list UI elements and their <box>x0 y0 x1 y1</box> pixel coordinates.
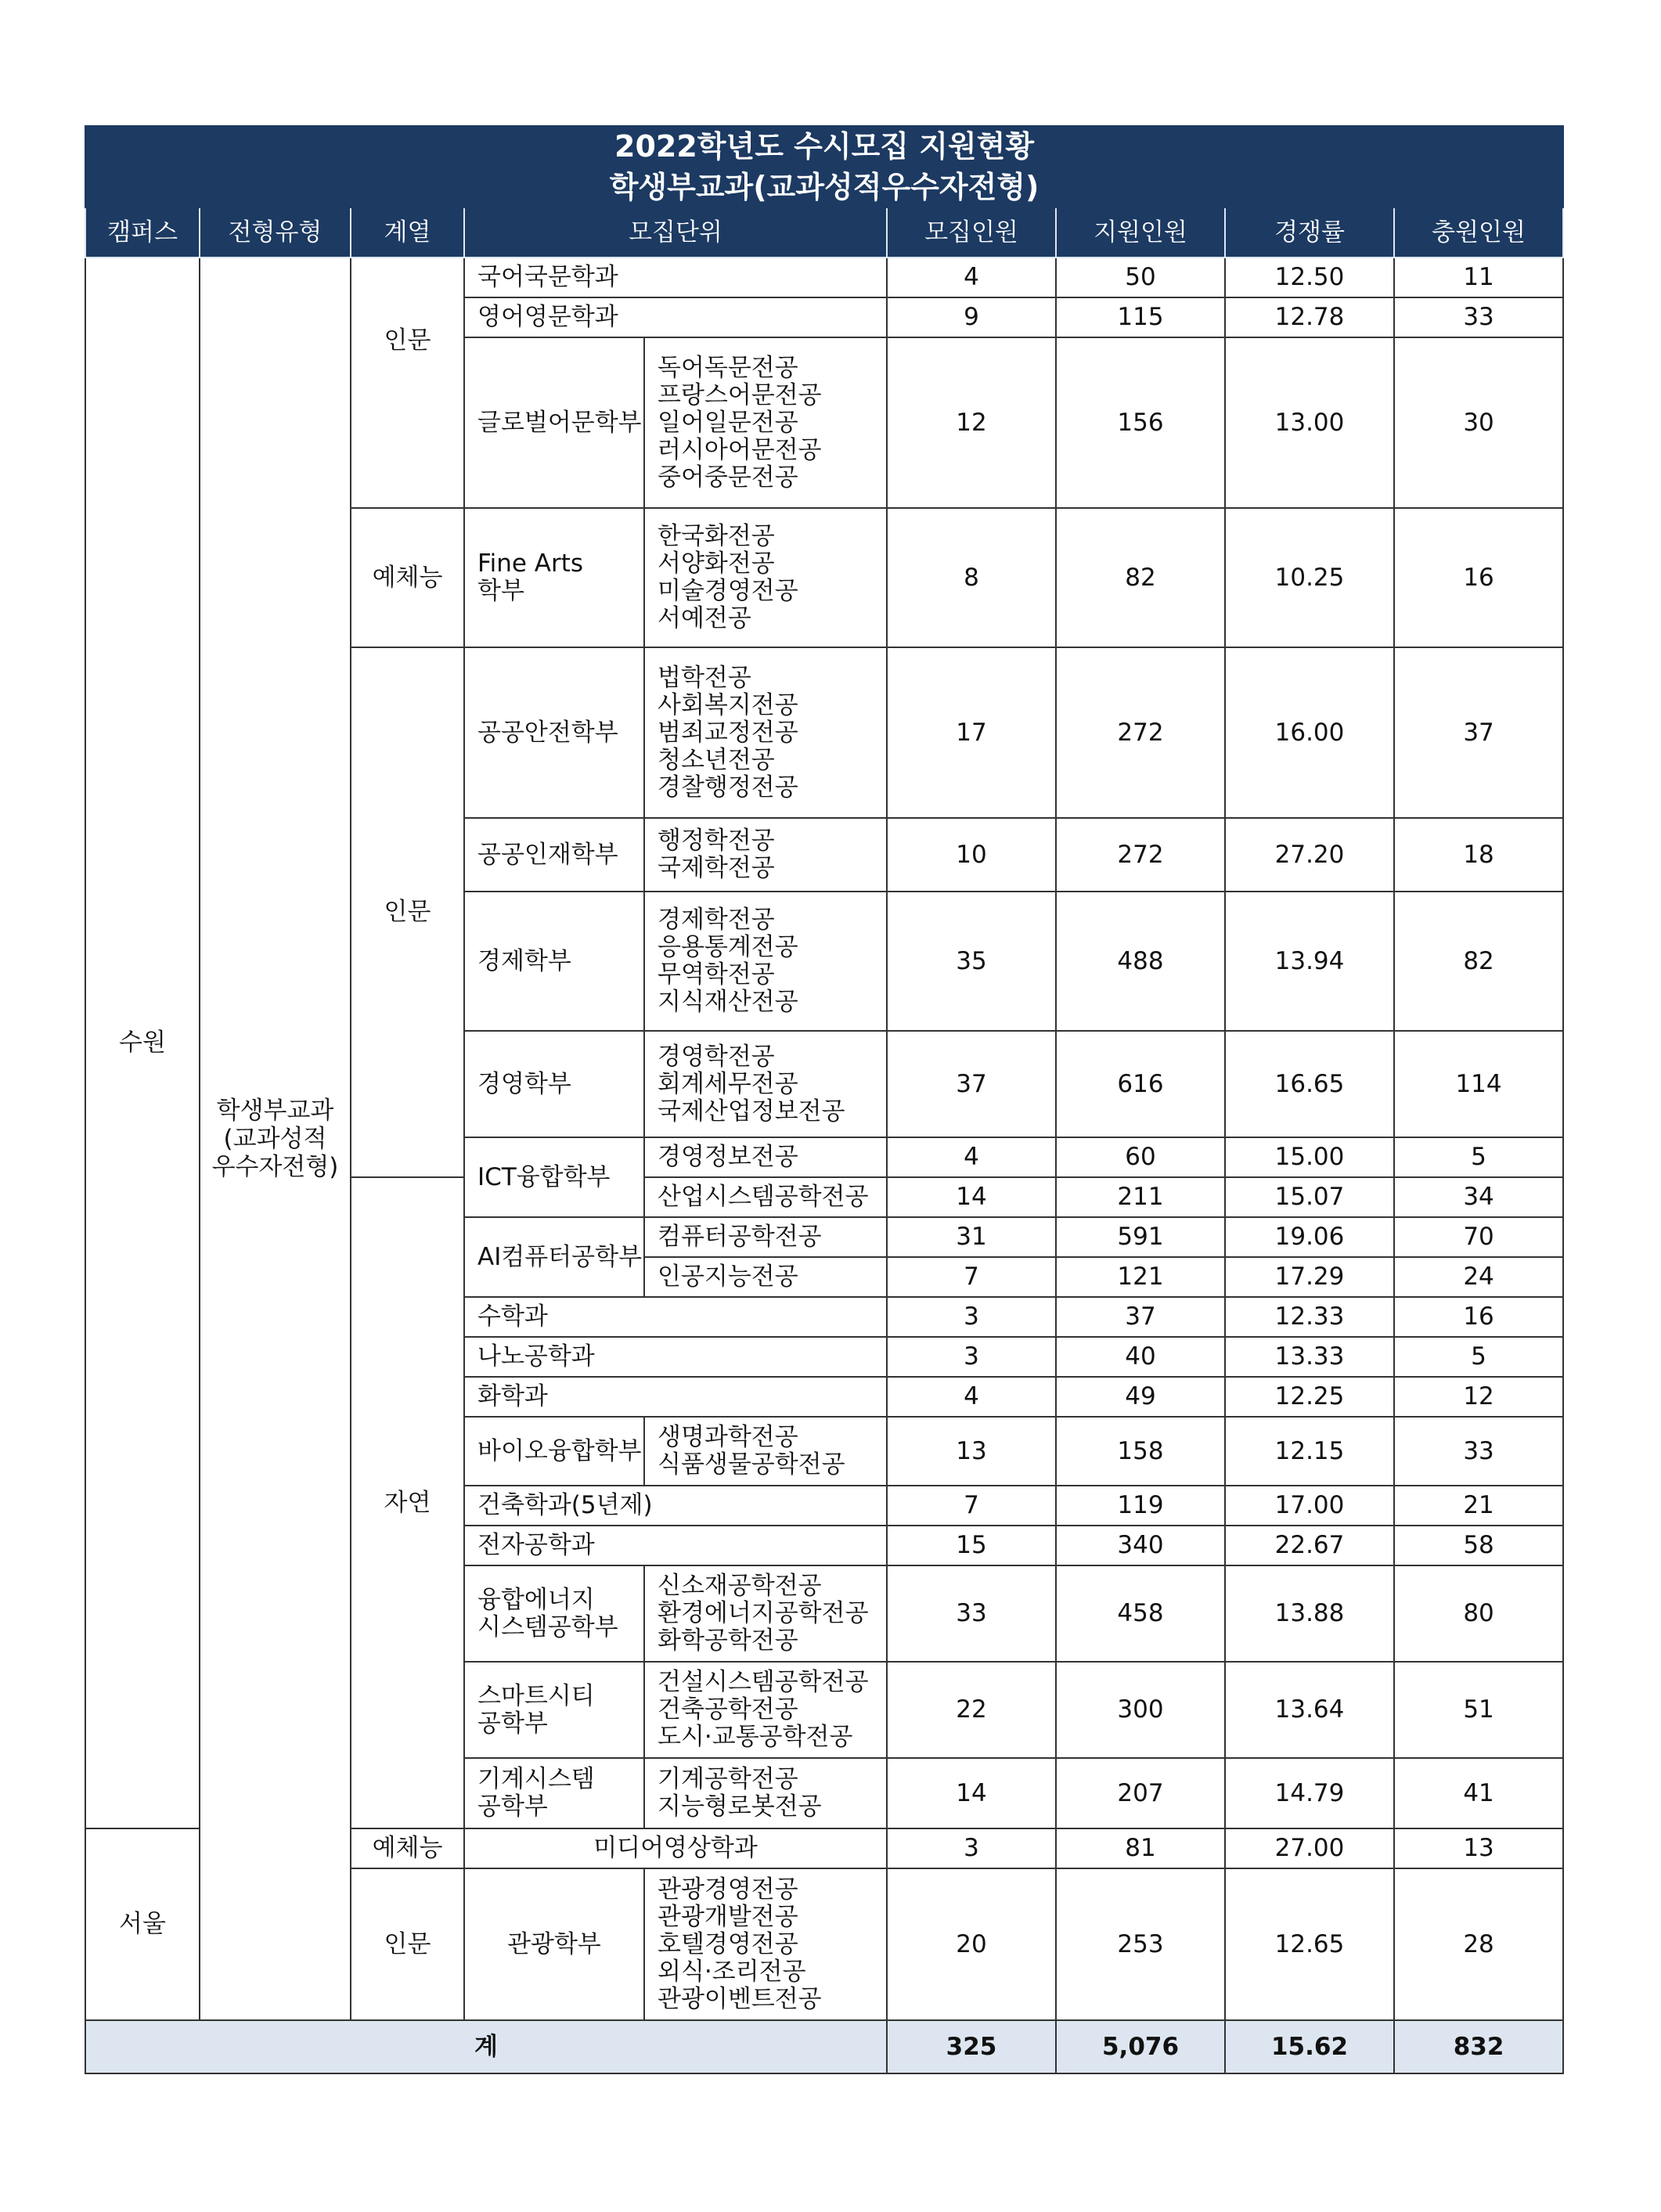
quota-cell: 33 <box>887 1565 1056 1662</box>
unit-name: 공공인재학부 <box>464 818 644 892</box>
fill-cell: 41 <box>1394 1758 1563 1828</box>
applicants-cell: 272 <box>1056 647 1225 818</box>
field-jayeon: 자연 <box>351 1177 464 1828</box>
quota-cell: 14 <box>887 1758 1056 1828</box>
unit-name: 미디어영상학과 <box>464 1828 887 1868</box>
header-field: 계열 <box>351 207 464 258</box>
quota-cell: 7 <box>887 1486 1056 1526</box>
applicants-cell: 119 <box>1056 1486 1225 1526</box>
fill-cell: 37 <box>1394 647 1563 818</box>
unit-name: 공공안전학부 <box>464 647 644 818</box>
unit-name: 글로벌어문학부 <box>464 337 644 508</box>
fill-cell: 33 <box>1394 297 1563 337</box>
fill-cell: 34 <box>1394 1177 1563 1217</box>
quota-cell: 17 <box>887 647 1056 818</box>
quota-cell: 9 <box>887 297 1056 337</box>
unit-name: 화학과 <box>464 1377 887 1417</box>
ratio-cell: 12.33 <box>1225 1297 1394 1337</box>
applicants-cell: 272 <box>1056 818 1225 892</box>
unit-name: AI컴퓨터공학부 <box>464 1217 644 1297</box>
applicants-cell: 488 <box>1056 892 1225 1031</box>
unit-name: 전자공학과 <box>464 1526 887 1565</box>
fill-cell: 16 <box>1394 508 1563 647</box>
field-inmun-3: 인문 <box>351 1868 464 2020</box>
quota-cell: 7 <box>887 1257 1056 1297</box>
field-yechae: 예체능 <box>351 508 464 647</box>
total-row <box>85 2020 1563 2073</box>
quota-cell: 15 <box>887 1526 1056 1565</box>
major-list: 법학전공 사회복지전공 범죄교정전공 청소년전공 경찰행정전공 <box>644 647 887 818</box>
fill-cell: 51 <box>1394 1662 1563 1758</box>
ratio-cell: 16.65 <box>1225 1031 1394 1137</box>
ratio-cell: 16.00 <box>1225 647 1394 818</box>
major-list: 행정학전공 국제학전공 <box>644 818 887 892</box>
unit-name: 영어영문학과 <box>464 297 887 337</box>
fill-cell: 13 <box>1394 1828 1563 1868</box>
ratio-cell: 15.00 <box>1225 1137 1394 1177</box>
unit-name: 경영학부 <box>464 1031 644 1137</box>
quota-cell: 31 <box>887 1217 1056 1257</box>
fill-cell: 18 <box>1394 818 1563 892</box>
fill-cell: 82 <box>1394 892 1563 1031</box>
applicants-cell: 253 <box>1056 1868 1225 2020</box>
applicants-cell: 616 <box>1056 1031 1225 1137</box>
fill-cell: 80 <box>1394 1565 1563 1662</box>
quota-cell: 4 <box>887 1377 1056 1417</box>
admission-status-document <box>85 125 1562 2074</box>
admission-table <box>85 125 1564 2074</box>
fill-cell: 21 <box>1394 1486 1563 1526</box>
quota-cell: 3 <box>887 1337 1056 1377</box>
field-inmun: 인문 <box>351 258 464 508</box>
ratio-cell: 12.65 <box>1225 1868 1394 2020</box>
major-list: 경제학전공 응용통계전공 무역학전공 지식재산전공 <box>644 892 887 1031</box>
ratio-cell: 13.94 <box>1225 892 1394 1031</box>
unit-name: Fine Arts 학부 <box>464 508 644 647</box>
applicants-cell: 121 <box>1056 1257 1225 1297</box>
field-yechae-2: 예체능 <box>351 1828 464 1868</box>
ratio-cell: 10.25 <box>1225 508 1394 647</box>
quota-cell: 20 <box>887 1868 1056 2020</box>
unit-name: 국어국문학과 <box>464 258 887 297</box>
major-list: 기계공학전공 지능형로봇전공 <box>644 1758 887 1828</box>
unit-name: 관광학부 <box>464 1868 644 2020</box>
quota-cell: 35 <box>887 892 1056 1031</box>
header-campus: 캠퍼스 <box>85 207 200 258</box>
major-list: 한국화전공 서양화전공 미술경영전공 서예전공 <box>644 508 887 647</box>
table-title: 2022학년도 수시모집 지원현황 <box>85 126 1563 167</box>
quota-cell: 13 <box>887 1417 1056 1486</box>
header-unit: 모집단위 <box>464 207 887 258</box>
fill-cell: 58 <box>1394 1526 1563 1565</box>
applicants-cell: 81 <box>1056 1828 1225 1868</box>
ratio-cell: 13.33 <box>1225 1337 1394 1377</box>
major-list: 건설시스템공학전공 건축공학전공 도시·교통공학전공 <box>644 1662 887 1758</box>
applicants-cell: 207 <box>1056 1758 1225 1828</box>
total-fill: 832 <box>1394 2020 1563 2073</box>
ratio-cell: 27.20 <box>1225 818 1394 892</box>
total-quota: 325 <box>887 2020 1056 2073</box>
applicants-cell: 340 <box>1056 1526 1225 1565</box>
ratio-cell: 12.15 <box>1225 1417 1394 1486</box>
applicants-cell: 158 <box>1056 1417 1225 1486</box>
major-list: 관광경영전공 관광개발전공 호텔경영전공 외식·조리전공 관광이벤트전공 <box>644 1868 887 2020</box>
total-ratio: 15.62 <box>1225 2020 1394 2073</box>
quota-cell: 22 <box>887 1662 1056 1758</box>
applicants-cell: 211 <box>1056 1177 1225 1217</box>
ratio-cell: 17.29 <box>1225 1257 1394 1297</box>
major-list: 경영학전공 회계세무전공 국제산업정보전공 <box>644 1031 887 1137</box>
admission-type: 학생부교과 (교과성적 우수자전형) <box>200 258 351 2020</box>
applicants-cell: 50 <box>1056 258 1225 297</box>
applicants-cell: 49 <box>1056 1377 1225 1417</box>
fill-cell: 11 <box>1394 258 1563 297</box>
quota-cell: 3 <box>887 1828 1056 1868</box>
ratio-cell: 13.00 <box>1225 337 1394 508</box>
fill-cell: 16 <box>1394 1297 1563 1337</box>
fill-cell: 70 <box>1394 1217 1563 1257</box>
ratio-cell: 12.78 <box>1225 297 1394 337</box>
quota-cell: 12 <box>887 337 1056 508</box>
major-list: 경영정보전공 <box>644 1137 887 1177</box>
fill-cell: 5 <box>1394 1337 1563 1377</box>
quota-cell: 37 <box>887 1031 1056 1137</box>
fill-cell: 12 <box>1394 1377 1563 1417</box>
unit-name: 나노공학과 <box>464 1337 887 1377</box>
ratio-cell: 27.00 <box>1225 1828 1394 1868</box>
major-list: 산업시스템공학전공 <box>644 1177 887 1217</box>
unit-name: 스마트시티 공학부 <box>464 1662 644 1758</box>
ratio-cell: 12.50 <box>1225 258 1394 297</box>
ratio-cell: 15.07 <box>1225 1177 1394 1217</box>
campus-suwon: 수원 <box>85 258 200 1828</box>
ratio-cell: 22.67 <box>1225 1526 1394 1565</box>
header-fill: 충원인원 <box>1394 207 1563 258</box>
table-row <box>85 258 1563 297</box>
field-inmun-2: 인문 <box>351 647 464 1177</box>
header-ratio: 경쟁률 <box>1225 207 1394 258</box>
unit-name: 수학과 <box>464 1297 887 1337</box>
unit-name: ICT융합학부 <box>464 1137 644 1217</box>
applicants-cell: 458 <box>1056 1565 1225 1662</box>
unit-name: 건축학과(5년제) <box>464 1486 887 1526</box>
applicants-cell: 60 <box>1056 1137 1225 1177</box>
applicants-cell: 82 <box>1056 508 1225 647</box>
fill-cell: 30 <box>1394 337 1563 508</box>
fill-cell: 33 <box>1394 1417 1563 1486</box>
campus-seoul: 서울 <box>85 1828 200 2020</box>
table-subtitle: 학생부교과(교과성적우수자전형) <box>85 167 1563 207</box>
major-list: 신소재공학전공 환경에너지공학전공 화학공학전공 <box>644 1565 887 1662</box>
major-list: 독어독문전공 프랑스어문전공 일어일문전공 러시아어문전공 중어중문전공 <box>644 337 887 508</box>
quota-cell: 4 <box>887 1137 1056 1177</box>
fill-cell: 24 <box>1394 1257 1563 1297</box>
unit-name: 융합에너지 시스템공학부 <box>464 1565 644 1662</box>
quota-cell: 14 <box>887 1177 1056 1217</box>
applicants-cell: 591 <box>1056 1217 1225 1257</box>
ratio-cell: 19.06 <box>1225 1217 1394 1257</box>
applicants-cell: 115 <box>1056 297 1225 337</box>
quota-cell: 10 <box>887 818 1056 892</box>
header-quota: 모집인원 <box>887 207 1056 258</box>
fill-cell: 114 <box>1394 1031 1563 1137</box>
quota-cell: 8 <box>887 508 1056 647</box>
header-applicants: 지원인원 <box>1056 207 1225 258</box>
total-applicants: 5,076 <box>1056 2020 1225 2073</box>
fill-cell: 5 <box>1394 1137 1563 1177</box>
unit-name: 바이오융합학부 <box>464 1417 644 1486</box>
major-list: 인공지능전공 <box>644 1257 887 1297</box>
major-list: 컴퓨터공학전공 <box>644 1217 887 1257</box>
quota-cell: 4 <box>887 258 1056 297</box>
header-admission-type: 전형유형 <box>200 207 351 258</box>
major-list: 생명과학전공 식품생물공학전공 <box>644 1417 887 1486</box>
header-row <box>85 207 1563 258</box>
quota-cell: 3 <box>887 1297 1056 1337</box>
ratio-cell: 17.00 <box>1225 1486 1394 1526</box>
unit-name: 경제학부 <box>464 892 644 1031</box>
applicants-cell: 156 <box>1056 337 1225 508</box>
unit-name: 기계시스템 공학부 <box>464 1758 644 1828</box>
applicants-cell: 300 <box>1056 1662 1225 1758</box>
ratio-cell: 13.88 <box>1225 1565 1394 1662</box>
applicants-cell: 37 <box>1056 1297 1225 1337</box>
ratio-cell: 14.79 <box>1225 1758 1394 1828</box>
fill-cell: 28 <box>1394 1868 1563 2020</box>
ratio-cell: 12.25 <box>1225 1377 1394 1417</box>
total-label: 계 <box>85 2020 887 2073</box>
ratio-cell: 13.64 <box>1225 1662 1394 1758</box>
applicants-cell: 40 <box>1056 1337 1225 1377</box>
